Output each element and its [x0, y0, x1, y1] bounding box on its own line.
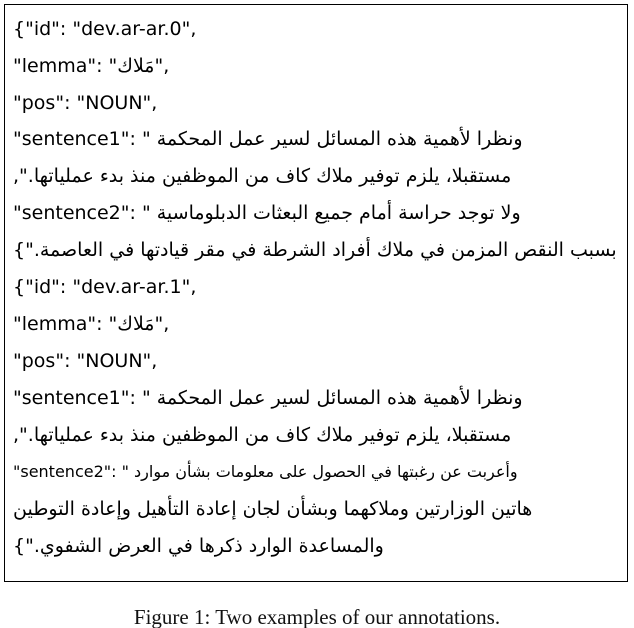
figure-caption: Figure 1: Two examples of our annotations.: [133, 606, 501, 628]
json-line: "sentence1": " ونظرا لأهمية هذه المسائل لسير عمل المحكمة: [13, 387, 523, 409]
json-line: مستقبلا، يلزم توفير ملاك كاف من الموظفين منذ بدء عملياتها.",: [13, 165, 512, 187]
json-line: "sentence2": " وأعربت عن رغبتها في الحصول على معلومات بشأن موارد: [13, 462, 518, 481]
json-line: "pos": "NOUN",: [13, 350, 158, 372]
json-line: "lemma": "مَلاك",: [13, 313, 170, 335]
json-line: مستقبلا، يلزم توفير ملاك كاف من الموظفين منذ بدء عملياتها.",: [13, 424, 512, 446]
json-line: والمساعدة الوارد ذكرها في العرض الشفوي."}: [13, 535, 384, 557]
json-line: بسبب النقص المزمن في ملاك أفراد الشرطة في مقر قيادتها في العاصمة."}: [13, 239, 617, 261]
json-line: "sentence1": " ونظرا لأهمية هذه المسائل لسير عمل المحكمة: [13, 128, 523, 150]
annotation-example-box: [4, 4, 628, 582]
json-line: "pos": "NOUN",: [13, 92, 158, 114]
json-line: {"id": "dev.ar-ar.1",: [13, 276, 197, 298]
json-line: "sentence2": " ولا توجد حراسة أمام جميع البعثات الدبلوماسية: [13, 202, 521, 224]
json-line: "lemma": "مَلاك",: [13, 55, 170, 77]
json-line: {"id": "dev.ar-ar.0",: [13, 18, 197, 40]
json-line: هاتين الوزارتين وملاكهما وبشأن لجان إعادة التأهيل وإعادة التوطين: [13, 498, 533, 520]
